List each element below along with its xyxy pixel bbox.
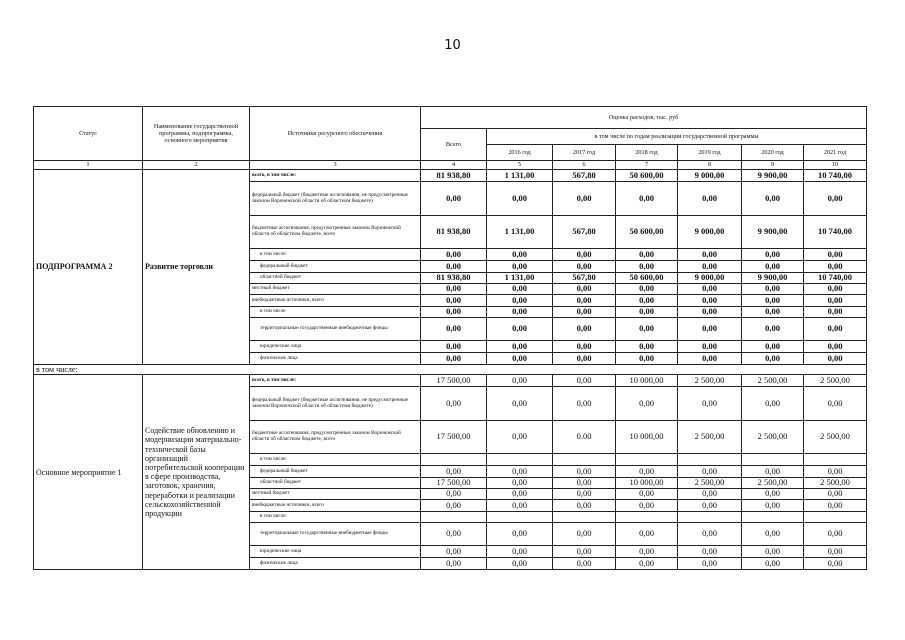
- year-value-cell: 0,00: [678, 295, 742, 307]
- year-value-cell: [742, 512, 804, 523]
- funding-source-cell: в том числе:: [250, 512, 421, 523]
- funding-source-cell: бюджетные ассигнования, предусмотренные законом Воронежской области об областном бюджете, всего: [250, 216, 421, 249]
- year-value-cell: 0,00: [616, 353, 678, 365]
- year-value-cell: 0,00: [616, 341, 678, 353]
- funding-source-cell: в том числе:: [250, 454, 421, 466]
- year-value-cell: 0.00: [553, 421, 616, 454]
- section-row: [34, 365, 867, 375]
- year-value-cell: 0,00: [742, 307, 804, 318]
- col-number: 5: [487, 161, 553, 170]
- year-value-cell: 0,00: [487, 182, 553, 216]
- funding-source-cell: юридические лица: [250, 546, 421, 558]
- year-value-cell: 0,00: [487, 466, 553, 478]
- year-value-cell: 0,00: [804, 500, 867, 512]
- year-value-cell: 1 131,00: [487, 273, 553, 284]
- header-year: 2018 год: [616, 145, 678, 161]
- year-value-cell: 0,00: [553, 500, 616, 512]
- year-value-cell: 0,00: [553, 261, 616, 273]
- year-value-cell: 0,00: [804, 353, 867, 365]
- year-value-cell: 0,00: [616, 558, 678, 570]
- total-value-cell: 17 500,00: [421, 421, 487, 454]
- total-value-cell: 0,00: [421, 307, 487, 318]
- program-name-cell: Содействие обновлению и модернизации материально-технической базы организаций потребительской кооперации в сфере производства, заготовок, хранения, переработки и реализации сельскохозяйственной продукции: [143, 375, 250, 570]
- year-value-cell: 0,00: [616, 295, 678, 307]
- year-value-cell: 0,00: [616, 249, 678, 261]
- total-value-cell: 81 938,80: [421, 216, 487, 249]
- year-value-cell: 0,00: [553, 387, 616, 421]
- year-value-cell: 0,00: [804, 546, 867, 558]
- year-value-cell: [553, 512, 616, 523]
- funding-source-cell: бюджетные ассигнования, предусмотренные законом Воронежской области об областном бюджете, всего: [250, 421, 421, 454]
- col-number: 6: [553, 161, 616, 170]
- year-value-cell: 0,00: [553, 307, 616, 318]
- total-value-cell: 0,00: [421, 558, 487, 570]
- year-value-cell: 2 500,00: [804, 375, 867, 387]
- funding-source-cell: территориальные государственные внебюджетные фонды: [250, 318, 421, 341]
- year-value-cell: 10 000,00: [616, 375, 678, 387]
- year-value-cell: [487, 512, 553, 523]
- year-value-cell: 0,00: [487, 523, 553, 546]
- funding-source-cell: федеральный бюджет (бюджетные ассигнования, не предусмотренные законом Воронежской области об областном бюджете): [250, 387, 421, 421]
- total-value-cell: 0,00: [421, 353, 487, 365]
- col-number: 4: [421, 161, 487, 170]
- year-value-cell: 0,00: [553, 318, 616, 341]
- total-value-cell: 0,00: [421, 318, 487, 341]
- col-number: 2: [143, 161, 250, 170]
- year-value-cell: [742, 454, 804, 466]
- year-value-cell: 0,00: [487, 421, 553, 454]
- header-estimate: Оценка расходов, тыс. руб: [421, 107, 867, 129]
- page-number: 10: [444, 38, 461, 53]
- year-value-cell: 0,00: [804, 489, 867, 500]
- total-value-cell: 81 938,80: [421, 170, 487, 182]
- total-value-cell: 0,00: [421, 466, 487, 478]
- funding-source-cell: внебюджетные источники, всего: [250, 295, 421, 307]
- year-value-cell: 567,80: [553, 216, 616, 249]
- total-value-cell: 0,00: [421, 249, 487, 261]
- header-year: 2017 год: [553, 145, 616, 161]
- year-value-cell: 2 500,00: [678, 421, 742, 454]
- funding-source-cell: федеральный бюджет (бюджетные ассигнования, не предусмотренные законом Воронежской области об областном бюджете): [250, 182, 421, 216]
- year-value-cell: 0,00: [742, 489, 804, 500]
- funding-source-cell: федеральный бюджет: [250, 261, 421, 273]
- year-value-cell: 9 900,00: [742, 216, 804, 249]
- year-value-cell: 2 500,00: [678, 375, 742, 387]
- year-value-cell: 0,00: [804, 284, 867, 295]
- total-value-cell: 0,00: [421, 284, 487, 295]
- year-value-cell: 0,00: [804, 249, 867, 261]
- year-value-cell: 1 131,00: [487, 170, 553, 182]
- year-value-cell: 0,00: [553, 375, 616, 387]
- year-value-cell: 0,00: [487, 353, 553, 365]
- year-value-cell: 0,00: [616, 466, 678, 478]
- section-label: в том числе:: [34, 365, 867, 375]
- year-value-cell: 0,00: [804, 558, 867, 570]
- col-number: 3: [250, 161, 421, 170]
- year-value-cell: 0,00: [678, 500, 742, 512]
- col-number: 9: [742, 161, 804, 170]
- funding-source-cell: областной бюджет: [250, 478, 421, 489]
- year-value-cell: 0,00: [742, 261, 804, 273]
- year-value-cell: 0,00: [487, 478, 553, 489]
- year-value-cell: 0,00: [678, 341, 742, 353]
- year-value-cell: 0,00: [742, 387, 804, 421]
- year-value-cell: 0,00: [553, 182, 616, 216]
- year-value-cell: 0,00: [804, 261, 867, 273]
- year-value-cell: 10 740,00: [804, 273, 867, 284]
- year-value-cell: 0,00: [804, 318, 867, 341]
- year-value-cell: 2 500,00: [804, 421, 867, 454]
- year-value-cell: 9 900,00: [742, 170, 804, 182]
- year-value-cell: 0,00: [487, 307, 553, 318]
- year-value-cell: 0,00: [678, 353, 742, 365]
- year-value-cell: 0,00: [487, 341, 553, 353]
- header-year: 2020 год: [742, 145, 804, 161]
- year-value-cell: 0,00: [553, 558, 616, 570]
- year-value-cell: 50 600,00: [616, 216, 678, 249]
- year-value-cell: 0,00: [804, 341, 867, 353]
- year-value-cell: 0,00: [678, 249, 742, 261]
- year-value-cell: 0,00: [742, 353, 804, 365]
- year-value-cell: 0,00: [616, 261, 678, 273]
- year-value-cell: 0,00: [616, 500, 678, 512]
- year-value-cell: 0,00: [553, 295, 616, 307]
- year-value-cell: 2 500,00: [742, 375, 804, 387]
- year-value-cell: 10 740,00: [804, 170, 867, 182]
- col-number: 1: [34, 161, 143, 170]
- status-cell: ПОДПРОГРАММА 2: [34, 170, 143, 365]
- year-value-cell: 0,00: [804, 295, 867, 307]
- year-value-cell: 567,80: [553, 170, 616, 182]
- year-value-cell: 2 500,00: [678, 478, 742, 489]
- year-value-cell: [804, 454, 867, 466]
- total-value-cell: 0,00: [421, 523, 487, 546]
- funding-source-cell: местный бюджет: [250, 284, 421, 295]
- year-value-cell: 0,00: [487, 500, 553, 512]
- year-value-cell: 0,00: [742, 182, 804, 216]
- year-value-cell: 0,00: [742, 249, 804, 261]
- year-value-cell: 0,00: [616, 489, 678, 500]
- table-row: [34, 170, 867, 182]
- total-value-cell: [421, 512, 487, 523]
- program-name-cell: Развитие торговли: [143, 170, 250, 365]
- col-number: 10: [804, 161, 867, 170]
- funding-source-cell: юридические лица: [250, 341, 421, 353]
- funding-source-cell: в том числе: [250, 307, 421, 318]
- year-value-cell: 2 500,00: [742, 421, 804, 454]
- funding-source-cell: в том числе:: [250, 249, 421, 261]
- year-value-cell: 0,00: [553, 546, 616, 558]
- year-value-cell: 0,00: [616, 546, 678, 558]
- year-value-cell: [616, 454, 678, 466]
- year-value-cell: 0,00: [742, 558, 804, 570]
- status-cell: Основное мероприятие 1: [34, 375, 143, 570]
- year-value-cell: 0,00: [678, 307, 742, 318]
- col-number: 7: [616, 161, 678, 170]
- year-value-cell: 0,00: [742, 523, 804, 546]
- header-total: Всего: [421, 129, 487, 161]
- funding-source-cell: всего, в том числе:: [250, 375, 421, 387]
- year-value-cell: 0,00: [742, 318, 804, 341]
- header-year: 2021 год: [804, 145, 867, 161]
- year-value-cell: [487, 454, 553, 466]
- funding-source-cell: областной бюджет: [250, 273, 421, 284]
- year-value-cell: 0,00: [742, 546, 804, 558]
- year-value-cell: 0,00: [678, 182, 742, 216]
- year-value-cell: 0,00: [616, 182, 678, 216]
- total-value-cell: 0,00: [421, 546, 487, 558]
- total-value-cell: 0,00: [421, 500, 487, 512]
- total-value-cell: 0,00: [421, 341, 487, 353]
- year-value-cell: 0,00: [616, 307, 678, 318]
- year-value-cell: 0,00: [487, 546, 553, 558]
- table-row: [34, 375, 867, 387]
- year-value-cell: 0,00: [742, 341, 804, 353]
- year-value-cell: 0,00: [487, 295, 553, 307]
- header-sources: Источники ресурсного обеспечения: [250, 107, 421, 161]
- year-value-cell: [678, 454, 742, 466]
- year-value-cell: 0,00: [553, 341, 616, 353]
- year-value-cell: [678, 512, 742, 523]
- header-year: 2019 год: [678, 145, 742, 161]
- year-value-cell: 0,00: [487, 261, 553, 273]
- year-value-cell: 0,00: [678, 284, 742, 295]
- year-value-cell: 0,00: [678, 489, 742, 500]
- year-value-cell: 0,00: [804, 523, 867, 546]
- year-value-cell: 10 740,00: [804, 216, 867, 249]
- year-value-cell: 0,00: [678, 466, 742, 478]
- funding-source-cell: местный бюджет: [250, 489, 421, 500]
- year-value-cell: 0,00: [553, 353, 616, 365]
- year-value-cell: 9 000,00: [678, 170, 742, 182]
- year-value-cell: 567,80: [553, 273, 616, 284]
- year-value-cell: 0,00: [553, 466, 616, 478]
- year-value-cell: 2 500,00: [804, 478, 867, 489]
- year-value-cell: 10 000,00: [616, 478, 678, 489]
- funding-source-cell: внебюджетные источники, всего: [250, 500, 421, 512]
- year-value-cell: 0,00: [553, 249, 616, 261]
- year-value-cell: 0,00: [487, 318, 553, 341]
- year-value-cell: 9 000,00: [678, 273, 742, 284]
- year-value-cell: 0,00: [487, 375, 553, 387]
- year-value-cell: 0,00: [804, 387, 867, 421]
- total-value-cell: 0,00: [421, 387, 487, 421]
- year-value-cell: 1 131,00: [487, 216, 553, 249]
- year-value-cell: 0,00: [553, 489, 616, 500]
- total-value-cell: 0,00: [421, 261, 487, 273]
- year-value-cell: 0,00: [742, 466, 804, 478]
- header-by-years: в том числе по годам реализации государственной программы: [487, 129, 867, 145]
- funding-source-cell: физические лица: [250, 353, 421, 365]
- year-value-cell: [616, 512, 678, 523]
- header-year: 2016 год: [487, 145, 553, 161]
- year-value-cell: 0,00: [678, 546, 742, 558]
- header-name: Наименование государственной программы, подпрограммы, основного мероприятия: [143, 107, 250, 161]
- year-value-cell: 0,00: [616, 284, 678, 295]
- year-value-cell: 0,00: [678, 558, 742, 570]
- year-value-cell: 0,00: [678, 318, 742, 341]
- year-value-cell: 0,00: [616, 318, 678, 341]
- funding-source-cell: физические лица: [250, 558, 421, 570]
- year-value-cell: 2 500,00: [742, 478, 804, 489]
- total-value-cell: 0,00: [421, 489, 487, 500]
- year-value-cell: 0,00: [804, 307, 867, 318]
- year-value-cell: 0,00: [553, 478, 616, 489]
- year-value-cell: 0,00: [804, 466, 867, 478]
- year-value-cell: 0,00: [742, 295, 804, 307]
- funding-source-cell: территориальные государственные внебюджетные фонды: [250, 523, 421, 546]
- year-value-cell: 0,00: [742, 284, 804, 295]
- year-value-cell: [553, 454, 616, 466]
- year-value-cell: 9 000,00: [678, 216, 742, 249]
- year-value-cell: 50 600,00: [616, 170, 678, 182]
- year-value-cell: 0,00: [616, 387, 678, 421]
- total-value-cell: [421, 454, 487, 466]
- year-value-cell: 0,00: [487, 249, 553, 261]
- funding-source-cell: всего, в том числе:: [250, 170, 421, 182]
- year-value-cell: 0,00: [487, 489, 553, 500]
- year-value-cell: 0,00: [487, 558, 553, 570]
- year-value-cell: 50 600,00: [616, 273, 678, 284]
- header-status: Статус: [34, 107, 143, 161]
- year-value-cell: [804, 512, 867, 523]
- year-value-cell: 0,00: [804, 182, 867, 216]
- year-value-cell: 0,00: [487, 387, 553, 421]
- year-value-cell: 10 000,00: [616, 421, 678, 454]
- total-value-cell: 0,00: [421, 182, 487, 216]
- year-value-cell: 0,00: [553, 284, 616, 295]
- year-value-cell: 0,00: [616, 523, 678, 546]
- year-value-cell: 0,00: [678, 261, 742, 273]
- total-value-cell: 81 938,80: [421, 273, 487, 284]
- col-number: 8: [678, 161, 742, 170]
- year-value-cell: 0,00: [678, 523, 742, 546]
- year-value-cell: 0,00: [487, 284, 553, 295]
- year-value-cell: 0,00: [678, 387, 742, 421]
- total-value-cell: 17 500,00: [421, 375, 487, 387]
- year-value-cell: 9 900,00: [742, 273, 804, 284]
- budget-table: [33, 106, 867, 570]
- total-value-cell: 0,00: [421, 295, 487, 307]
- total-value-cell: 17 500,00: [421, 478, 487, 489]
- year-value-cell: 0,00: [742, 500, 804, 512]
- year-value-cell: 0,00: [553, 523, 616, 546]
- funding-source-cell: федеральный бюджет: [250, 466, 421, 478]
